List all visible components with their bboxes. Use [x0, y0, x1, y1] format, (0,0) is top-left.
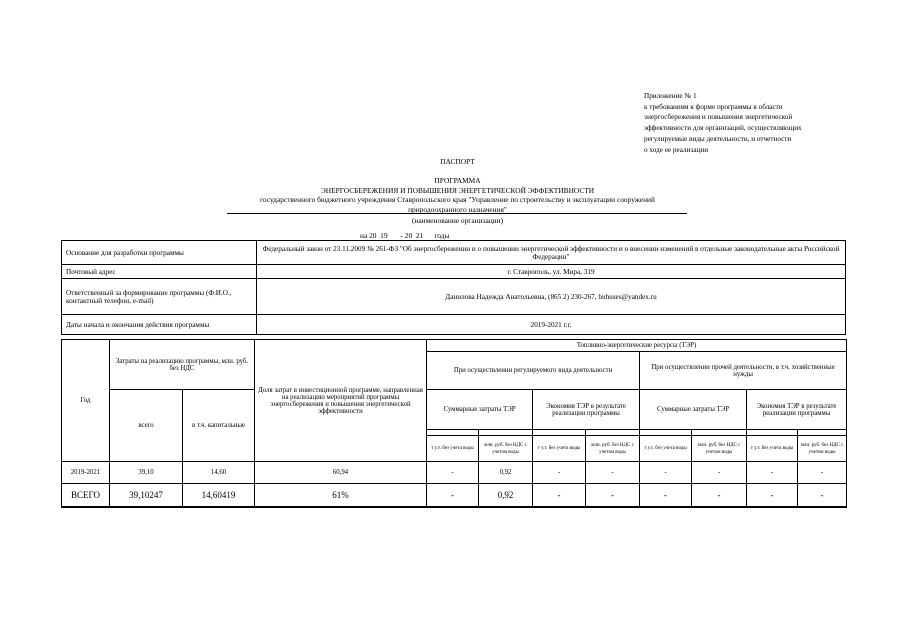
- total-header: всего: [110, 390, 183, 462]
- appendix-line: регулируемые виды деятельности, и отчетности: [644, 134, 792, 143]
- unit-header: т у.т. без учета воды: [747, 436, 798, 462]
- appendix-line: к требованиям к форме программы в области: [644, 102, 783, 111]
- year-header: Год: [62, 340, 110, 462]
- unit-header: т у.т. без учета воды: [427, 436, 479, 462]
- row-share: 60,94: [255, 462, 427, 484]
- basis-value: Федеральный закон от 23.11.2009 № 261-ФЗ "Об энергосбережении и о повышении энергетической эффективности и о внесении изменений в отдельные законодательные акты Российской Федерации": [257, 241, 846, 265]
- appendix-line: эффективности для организаций, осуществляющих: [644, 124, 802, 133]
- fuel-header: Топливно-энергетические ресурсы (ТЭР): [427, 340, 847, 352]
- responsible-label: Ответственный за формирование программы (Ф.И.О., контактный телефон, e-mail): [62, 279, 257, 315]
- table-row: [62, 462, 847, 484]
- program-heading: [225, 176, 690, 214]
- program-title: ЭНЕРГОСБЕРЕЖЕНИЯ И ПОВЫШЕНИЯ ЭНЕРГЕТИЧЕСКОЙ ЭФФЕКТИВНОСТИ: [320, 185, 595, 195]
- address-label: Почтовый адрес: [62, 265, 257, 279]
- row-cell: -: [427, 462, 479, 484]
- row-cell: -: [533, 462, 586, 484]
- passport-table: [61, 339, 847, 508]
- other-header: При осуществлении прочей деятельности, в т.ч. хозяйственные нужды: [640, 352, 847, 390]
- capital-header: в т.ч. капитальные: [183, 390, 255, 462]
- row-cell: -: [427, 484, 479, 507]
- row-year: ВСЕГО: [62, 484, 110, 507]
- row-cell: -: [586, 462, 640, 484]
- unit-header: т у.т. без учета воды: [640, 436, 692, 462]
- unit-header: млн. руб. без НДС с учетом воды: [692, 436, 747, 462]
- unit-header: т у.т. без учета воды: [533, 436, 586, 462]
- program-label: ПРОГРАММА: [434, 176, 481, 185]
- row-cell: -: [586, 484, 640, 507]
- unit-header: млн. руб. без НДС с учетом воды: [479, 436, 533, 462]
- org-underline: [227, 213, 687, 214]
- appendix-note: [644, 91, 874, 155]
- sum-costs-header: Суммарные затраты ТЭР: [427, 390, 533, 430]
- economy-header: Экономия ТЭР в результате реализации программы: [533, 390, 640, 430]
- appendix-line: о ходе ее реализации: [644, 145, 709, 154]
- row-cell: -: [533, 484, 586, 507]
- row-cell: -: [692, 462, 747, 484]
- regulated-header: При осуществлении регулируемого вида деятельности: [427, 352, 640, 390]
- row-capital: 14,60: [183, 462, 255, 484]
- unit-header: млн. руб. без НДС с учетом воды: [798, 436, 847, 462]
- row-share: 61%: [255, 484, 427, 507]
- row-cell: 0,92: [479, 462, 533, 484]
- sum-costs-header: Суммарные затраты ТЭР: [640, 390, 747, 430]
- org-caption: (наименование организации): [411, 216, 504, 225]
- share-header: Доля затрат в инвестиционной программе, направленная на реализацию мероприятий программы энергосбережения и повышения энергетической эффективности: [255, 340, 427, 462]
- row-cell: -: [798, 484, 847, 507]
- row-capital: 14,60419: [183, 484, 255, 507]
- basis-label: Основание для разработки программы: [62, 241, 257, 265]
- row-cell: -: [692, 484, 747, 507]
- org-name-line: природоохранного назначения": [408, 204, 507, 214]
- costs-header: Затраты на реализацию программы, млн. руб. без НДС: [110, 340, 255, 390]
- row-cell: -: [747, 462, 798, 484]
- row-total: 39,10247: [110, 484, 183, 507]
- economy-header: Экономия ТЭР в результате реализации программы: [747, 390, 847, 430]
- row-year: 2019-2021: [62, 462, 110, 484]
- info-table: [61, 240, 846, 335]
- row-cell: 0,92: [479, 484, 533, 507]
- responsible-value: Данилова Надежда Анатольевна, (865 2) 230-267, buhuses@yandex.ru: [257, 279, 846, 315]
- org-name-line: государственного бюджетного учреждения Ставропольского края "Управление по строительству и эксплуатации сооружений: [260, 195, 655, 204]
- appendix-line: Приложение № 1: [644, 92, 697, 100]
- row-cell: -: [798, 462, 847, 484]
- row-cell: -: [640, 462, 692, 484]
- table-row: [62, 484, 847, 507]
- dates-value: 2019-2021 г.г.: [257, 315, 846, 335]
- passport-heading: ПАСПОРТ: [440, 157, 475, 166]
- row-cell: -: [747, 484, 798, 507]
- unit-header: млн. руб. без НДС с учетом воды: [586, 436, 640, 462]
- program-period: на 20 19 - 20 21 годы: [360, 231, 450, 240]
- address-value: г. Ставрополь, ул. Мира, 319: [257, 265, 846, 279]
- dates-label: Даты начала и окончания действия программы: [62, 315, 257, 335]
- row-cell: -: [640, 484, 692, 507]
- appendix-line: энергосбережения и повышения энергетической: [644, 113, 793, 122]
- row-total: 39,10: [110, 462, 183, 484]
